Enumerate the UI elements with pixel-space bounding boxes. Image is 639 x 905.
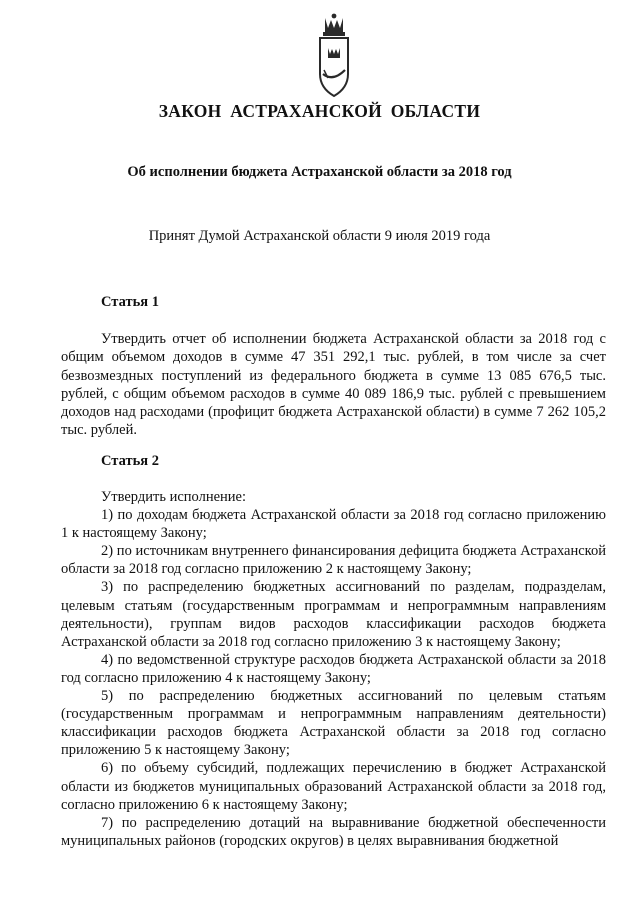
article-2-body (61, 488, 606, 850)
article-1-heading: Статья 1 (101, 294, 159, 310)
article-2-item: 2) по источникам внутреннего финансирования дефицита бюджета Астраханской области за 2018 год согласно приложению 2 к настоящему Закону; (61, 543, 606, 578)
adoption-line: Принят Думой Астраханской области 9 июля 2019 года (148, 228, 491, 244)
coat-of-arms-icon (313, 12, 355, 100)
article-2-item: 5) по распределению бюджетных ассигнований по целевым статьям (государственным программам и непрограммным направлениям деятельности) классификации расходов бюджета Астраханской области за 2018 год согласно приложению 5 к настоящему Закону; (61, 688, 606, 759)
article-2-item: 1) по доходам бюджета Астраханской области за 2018 год согласно приложению 1 к настоящему Закону; (61, 507, 606, 542)
article-2-item: 6) по объему субсидий, подлежащих перечислению в бюджет Астраханской области из бюджетов муниципальных образований Астраханской области за 2018 год, согласно приложению 6 к настоящему Закону; (61, 760, 606, 813)
law-subtitle: Об исполнении бюджета Астраханской области за 2018 год (127, 164, 512, 180)
article-2-heading: Статья 2 (101, 453, 159, 469)
article-2-intro: Утвердить исполнение: (101, 489, 246, 505)
article-1-body (61, 330, 606, 440)
article-2-item: 4) по ведомственной структуре расходов бюджета Астраханской области за 2018 год согласно приложению 4 к настоящему Закону; (61, 651, 606, 686)
article-2-item: 3) по распределению бюджетных ассигнований по разделам, подразделам, целевым статьям (государственным программам и непрограммным направлениям деятельности), группам видов расходов классификации расходов бюджета Астраханской области за 2018 год согласно приложению 3 к настоящему Закону; (61, 579, 606, 650)
article-1-paragraph: Утвердить отчет об исполнении бюджета Астраханской области за 2018 год с общим объемом доходов в сумме 47 351 292,1 тыс. рублей, в том числе за счет безвозмездных поступлений из федерального бюджета в сумме 13 085 676,5 тыс. рублей, с общим объемом расходов в сумме 40 089 186,9 тыс. рублей с превышением доходов над расходами (профицит бюджета Астраханской области) в сумме 7 262 105,2 тыс. рублей. (61, 331, 606, 439)
article-2-item: 7) по распределению дотаций на выравнивание бюджетной обеспеченности муниципальных районов (городских округов) в целях выравнивания бюджетной (61, 814, 606, 849)
law-title: ЗАКОН АСТРАХАНСКОЙ ОБЛАСТИ (158, 101, 481, 121)
